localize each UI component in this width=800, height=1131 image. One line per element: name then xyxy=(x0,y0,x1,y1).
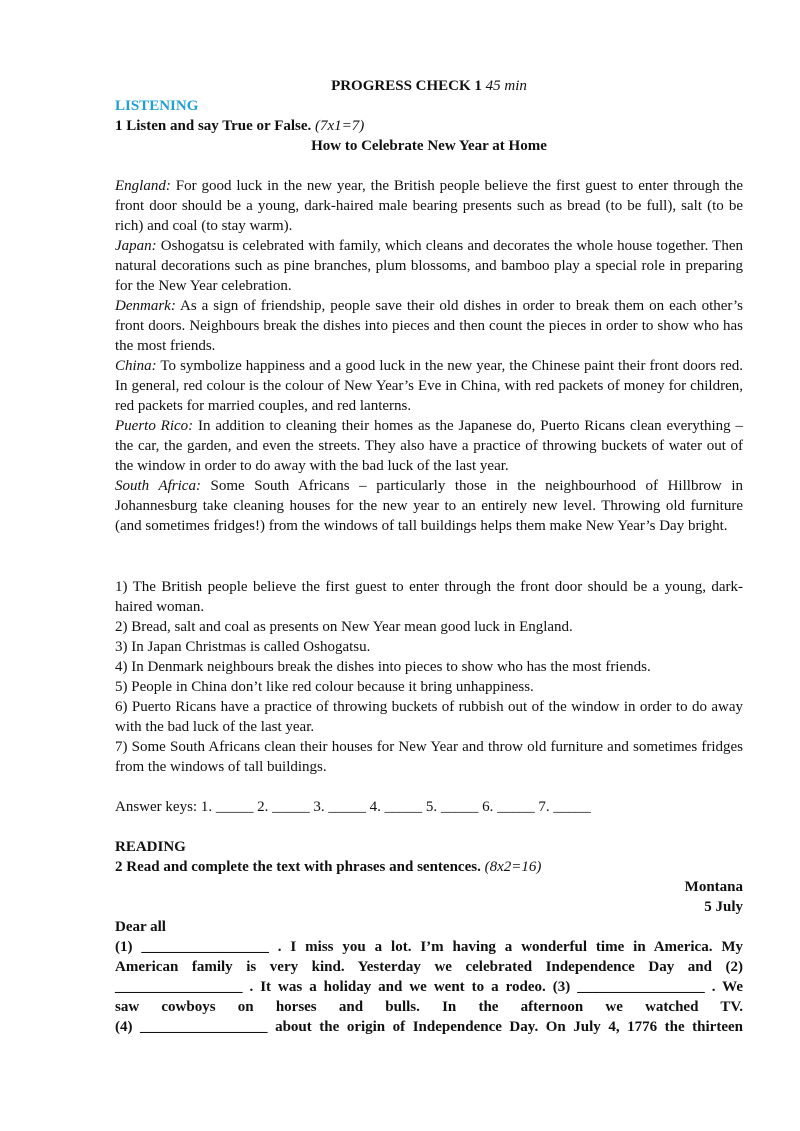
statement-1: 1) The British people believe the first guest to enter through the front door should be a young, dark-haired woman. xyxy=(115,579,743,615)
paragraph-text: As a sign of friendship, people save their old dishes in order to break them on each other’s front doors. Neighbours break the dishes into pieces and then count the pieces in order to show who has the most friends. xyxy=(115,298,743,354)
statement-7: 7) Some South Africans clean their houses for New Year and throw old furniture and sometimes fridges from the windows of tall buildings. xyxy=(115,739,743,775)
country-label: South Africa: xyxy=(115,478,201,494)
country-label: England: xyxy=(115,178,171,194)
paragraph-text: Oshogatsu is celebrated with family, which cleans and decorates the whole house together. Then natural decorations such as pine branches, plum blossoms, and bamboo play a special role in preparing for the New Year celebration. xyxy=(115,238,743,294)
reading-heading: READING xyxy=(115,839,186,855)
paragraph-japan xyxy=(115,236,743,296)
paragraph-denmark xyxy=(115,296,743,356)
paragraph-puerto-rico xyxy=(115,416,743,476)
letter-body xyxy=(115,937,743,1037)
country-label: China: xyxy=(115,358,157,374)
listening-passage xyxy=(115,176,743,536)
statement-5: 5) People in China don’t like red colour because it bring unhappiness. xyxy=(115,679,534,695)
paragraph-south-africa xyxy=(115,476,743,536)
true-false-statements xyxy=(115,577,743,777)
paragraph-text: Some South Africans – particularly those in the neighbourhood of Hillbrow in Johannesburg take cleaning houses for the new year to an entirely new level. Throwing old furniture (and sometimes fridges!) from the windows of tall buildings helps them make New Year’s Day bright. xyxy=(115,478,743,534)
country-label: Denmark: xyxy=(115,298,176,314)
paragraph-china xyxy=(115,356,743,416)
time-limit: 45 min xyxy=(485,78,527,94)
title-text: PROGRESS CHECK 1 xyxy=(331,78,482,94)
task-1-instruction xyxy=(115,116,364,136)
paragraph-england xyxy=(115,176,743,236)
letter-line-3[interactable]: _________________ . It was a holiday and we went to a rodeo. (3) _________________ . We xyxy=(115,979,743,995)
page-title xyxy=(115,76,743,96)
task-1-label: 1 Listen and say True or False. xyxy=(115,118,312,134)
task-2-points: (8x2=16) xyxy=(484,859,542,875)
listening-heading: LISTENING xyxy=(115,98,199,114)
task-2-instruction xyxy=(115,857,541,877)
country-label: Puerto Rico: xyxy=(115,418,194,434)
task-1-points: (7x1=7) xyxy=(315,118,365,134)
statement-2: 2) Bread, salt and coal as presents on New Year mean good luck in England. xyxy=(115,619,573,635)
statement-4: 4) In Denmark neighbours break the dishes into pieces to show who has the most friends. xyxy=(115,659,651,675)
statement-3: 3) In Japan Christmas is called Oshogatsu. xyxy=(115,639,371,655)
letter-line-2[interactable]: American family is very kind. Yesterday we celebrated Independence Day and (2) xyxy=(115,959,743,975)
statement-6: 6) Puerto Ricans have a practice of throwing buckets of rubbish out of the window in order to do away with the bad luck of the last year. xyxy=(115,699,743,735)
letter-line-1[interactable]: (1) _________________ . I miss you a lot. I’m having a wonderful time in America. My xyxy=(115,939,743,955)
paragraph-text: To symbolize happiness and a good luck in the new year, the Chinese paint their front doors red. In general, red colour is the colour of New Year’s Eve in China, with red packets of money for children, red packets for married couples, and red lanterns. xyxy=(115,358,743,414)
letter-greeting: Dear all xyxy=(115,919,166,935)
paragraph-text: In addition to cleaning their homes as the Japanese do, Puerto Ricans clean everything – the car, the garden, and even the streets. They also have a practice of throwing buckets of water out of the window in order to do away with the bad luck of the last year. xyxy=(115,418,743,474)
letter-line-4: saw cowboys on horses and bulls. In the afternoon we watched TV. xyxy=(115,999,743,1015)
paragraph-text: For good luck in the new year, the British people believe the first guest to enter through the front door should be a young, dark-haired male bearing presents such as bread (to be full), salt (to be rich) and coal (to stay warm). xyxy=(115,178,743,234)
letter-place: Montana xyxy=(684,879,743,895)
letter-date: 5 July xyxy=(704,899,743,915)
answer-keys-line[interactable]: Answer keys: 1. _____ 2. _____ 3. _____ 4. _____ 5. _____ 6. _____ 7. _____ xyxy=(115,799,591,815)
country-label: Japan: xyxy=(115,238,157,254)
letter-line-5[interactable]: (4) _________________ about the origin of Independence Day. On July 4, 1776 the thirteen xyxy=(115,1019,743,1035)
task-2-label: 2 Read and complete the text with phrases and sentences. xyxy=(115,859,481,875)
listening-text-title: How to Celebrate New Year at Home xyxy=(311,138,547,154)
